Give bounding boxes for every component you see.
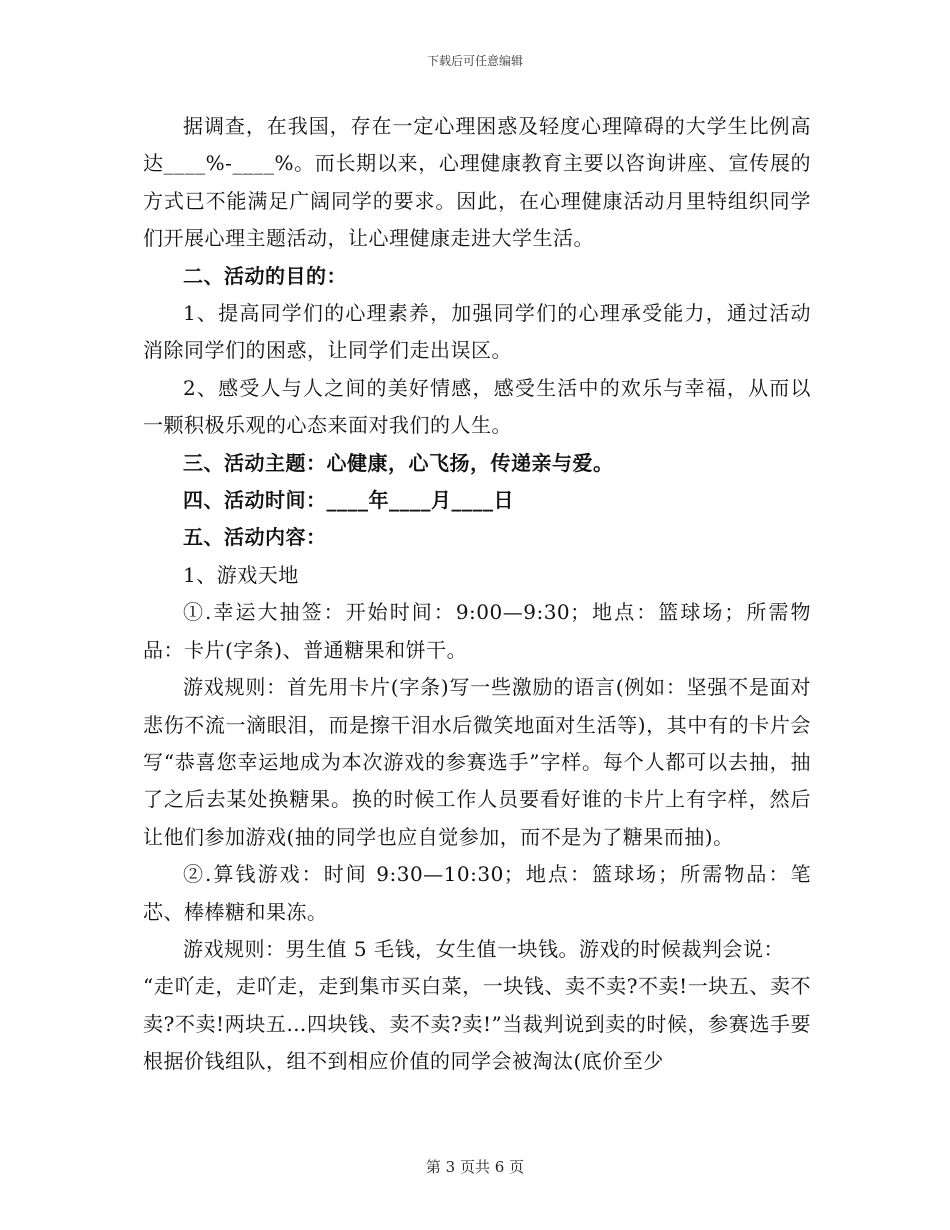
game-counting-money-quote: “走吖走，走吖走，走到集市买白菜，一块钱、卖不卖?不卖!一块五、卖不卖?不卖!两块五…四块钱、卖不卖?卖!”当裁判说到卖的时候，参赛选手要根据价钱组队，组不到相应价值的同学会被淘汰(底价至少 (143, 974, 811, 1074)
goal-item-2: 2、感受人与人之间的美好情感，感受生活中的欢乐与幸福，从而以一颗积极乐观的心态来面对我们的人生。 (143, 375, 811, 438)
section-heading-time: 四、活动时间：____年____月____日 (183, 488, 514, 513)
page-footer: 第 3 页共 6 页 (425, 1158, 525, 1176)
section-heading-purpose: 二、活动的目的： (183, 263, 347, 288)
game-counting-money: ②.算钱游戏：时间 9:30—10:30；地点：篮球场；所需物品：笔芯、棒棒糖和果冻。 (143, 862, 811, 924)
game-lucky-draw: ①.幸运大抽签：开始时间：9:00—9:30；地点：篮球场；所需物品：卡片(字条)、普通糖果和饼干。 (143, 600, 811, 662)
game-counting-money-rules: 游戏规则：男生值 5 毛钱，女生值一块钱。游戏的时候裁判会说： (183, 936, 784, 961)
document-body (143, 108, 811, 1081)
section-heading-theme: 三、活动主题：心健康，心飞扬，传递亲与爱。 (183, 450, 614, 475)
section-heading-content: 五、活动内容： (183, 525, 327, 550)
subsection-games: 1、游戏天地 (183, 562, 299, 587)
page-header: 下载后可任意编辑 (426, 54, 523, 68)
survey-paragraph: 据调查，在我国，存在一定心理困惑及轻度心理障碍的大学生比例高达____%-____%。而长期以来，心理健康教育主要以咨询讲座、宣传展的方式已不能满足广阔同学的要求。因此，在心理健康活动月里特组织同学们开展心理主题活动，让心理健康走进大学生活。 (143, 114, 811, 251)
goal-item-1: 1、提高同学们的心理素养，加强同学们的心理承受能力，通过活动消除同学们的困惑，让同学们走出误区。 (143, 301, 811, 363)
game-lucky-draw-rules: 游戏规则：首先用卡片(字条)写一些激励的语言(例如：坚强不是面对悲伤不流一滴眼泪，而是擦干泪水后微笑地面对生活等)，其中有的卡片会写“恭喜您幸运地成为本次游戏的参赛选手”字样。每个人都可以去抽，抽了之后去某处换糖果。换的时候工作人员要看好谁的卡片上有字样，然后让他们参加游戏(抽的同学也应自觉参加，而不是为了糖果而抽)。 (143, 675, 811, 849)
